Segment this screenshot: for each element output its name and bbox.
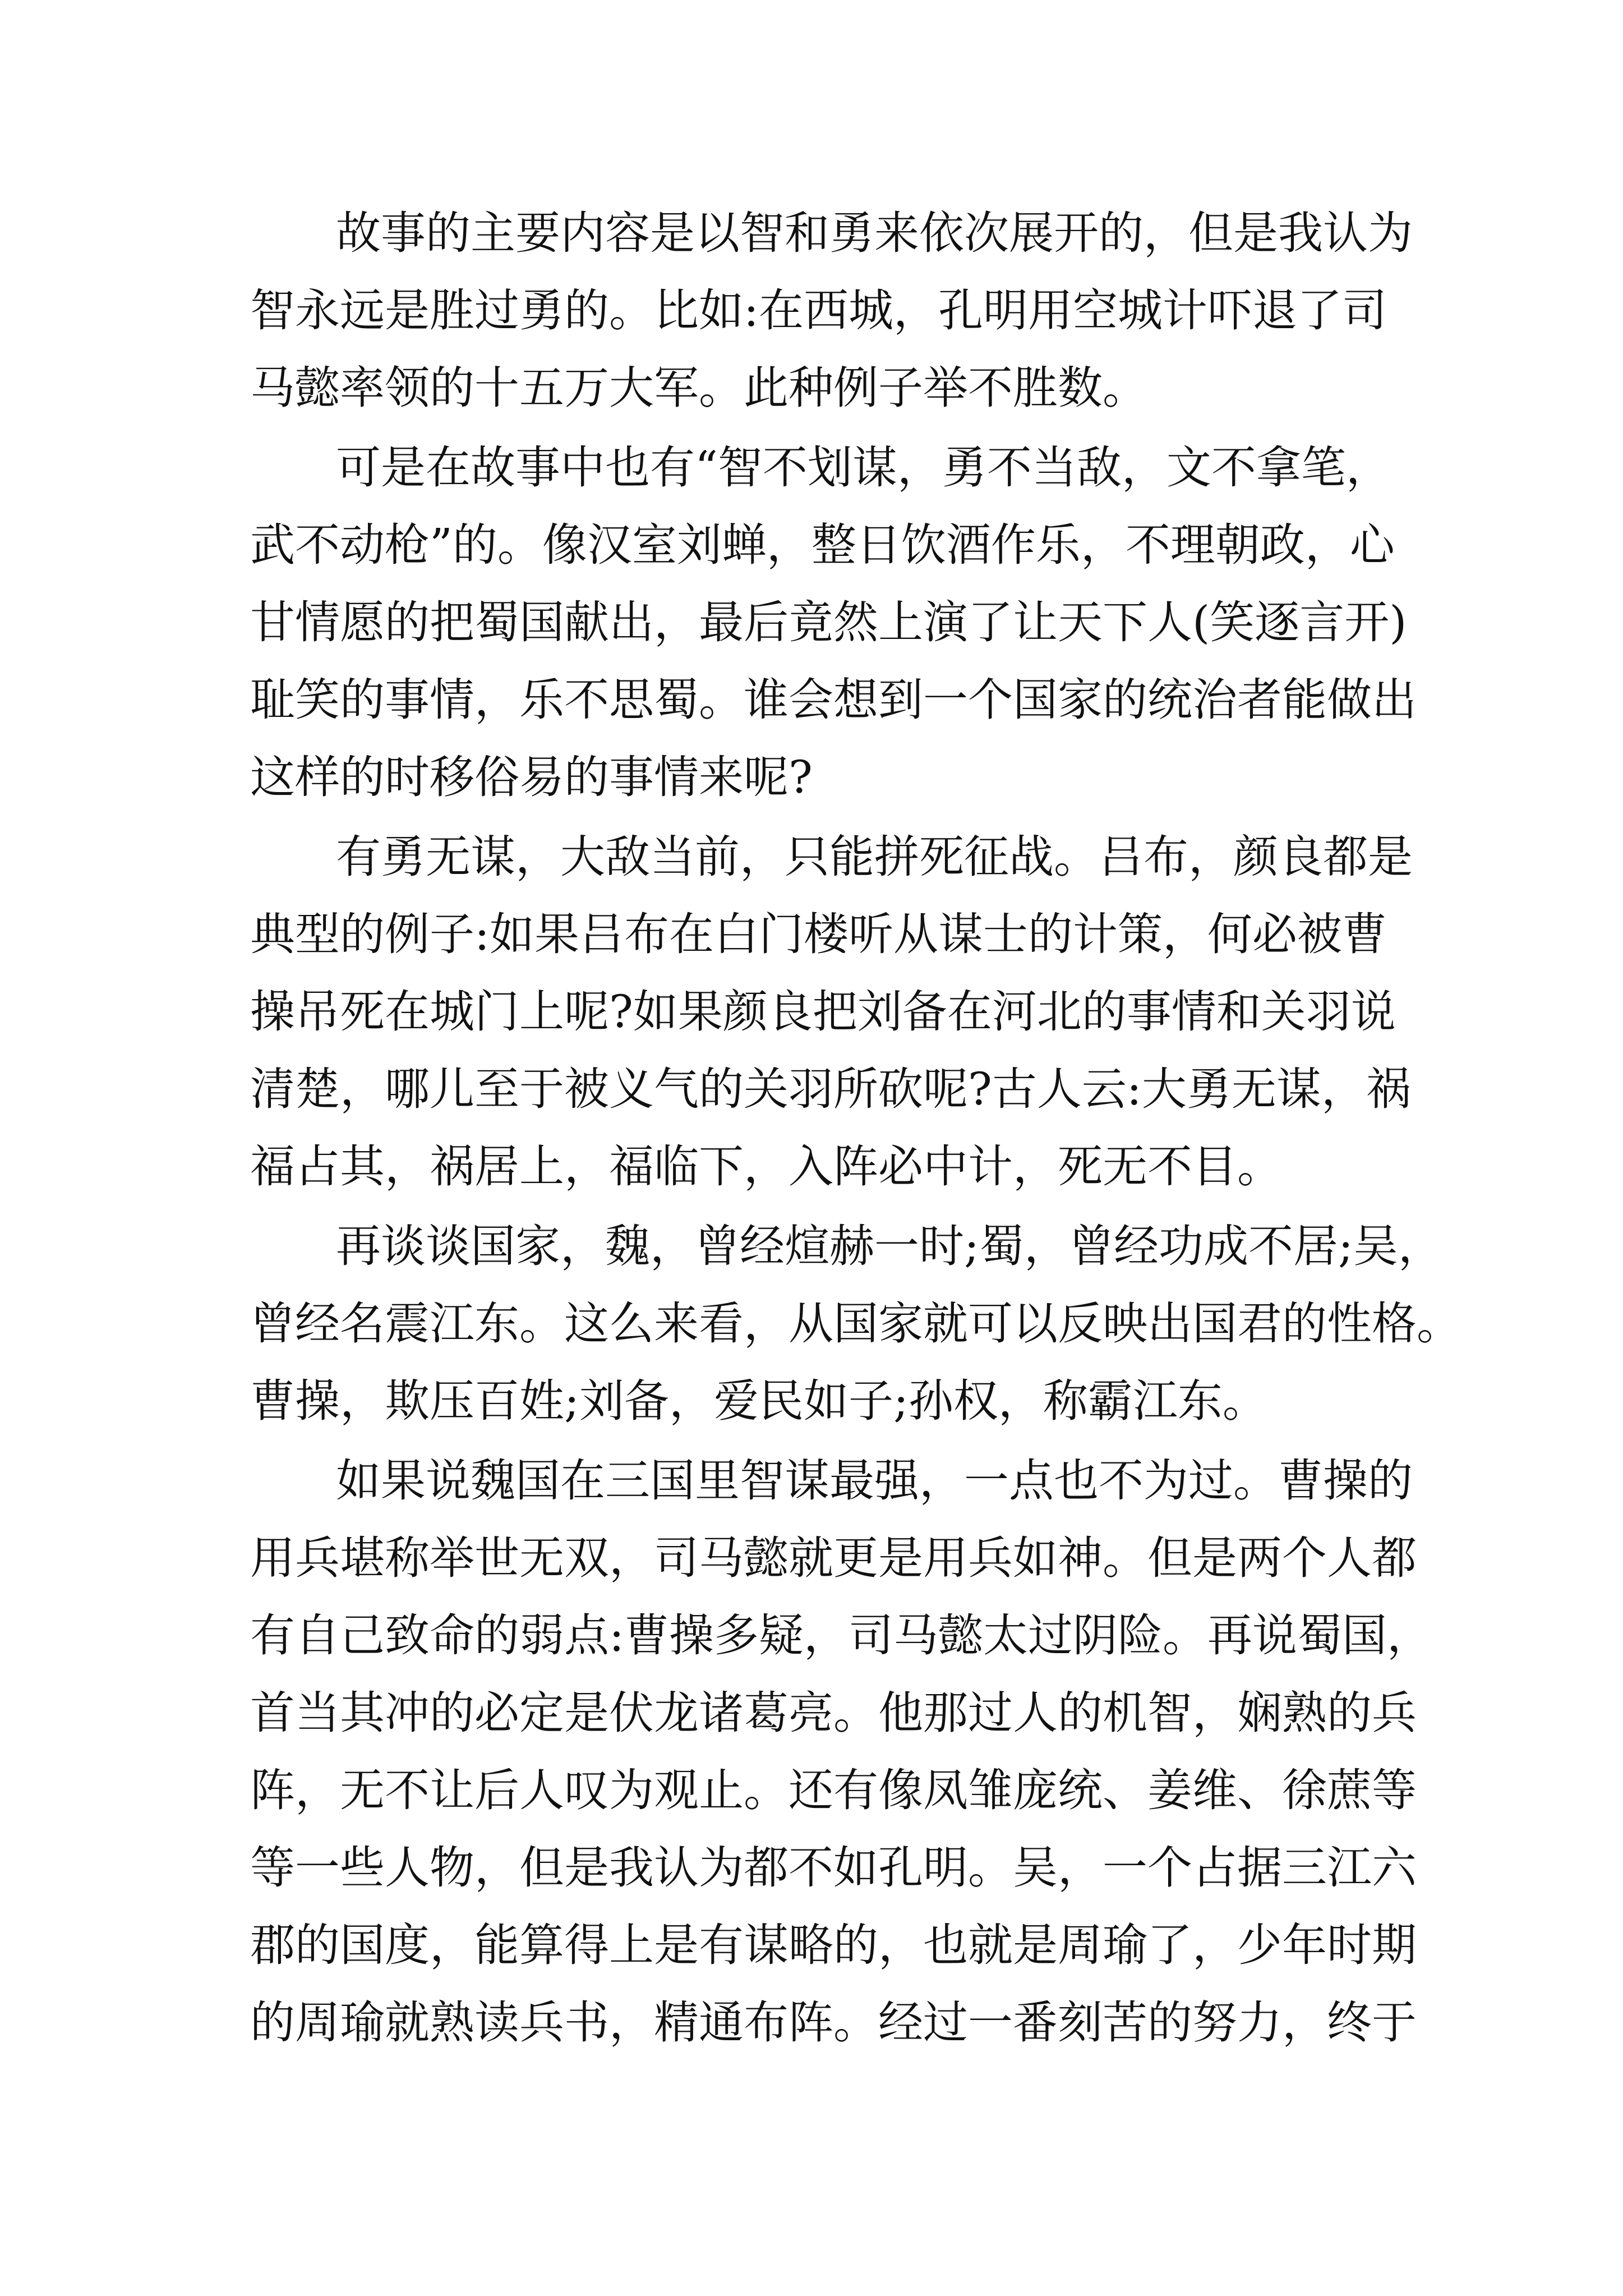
text-line-12: 清楚，哪儿至于被义气的关羽所砍呢?古人云:大勇无谋，祸 [250, 1063, 1411, 1115]
text-line-17: 如果说魏国在三国里智谋最强，一点也不为过。曹操的 [336, 1455, 1413, 1507]
text-line-24: 的周瑜就熟读兵书，精通布阵。经过一番刻苦的努力，终于 [250, 1996, 1417, 2049]
text-line-3: 马懿率领的十五万大军。此种例子举不胜数。 [250, 362, 1147, 414]
text-line-15: 曾经名震江东。这么来看，从国家就可以反映出国君的性格。 [250, 1297, 1461, 1350]
text-line-16: 曹操，欺压百姓;刘备，爱民如子;孙权，称霸江东。 [250, 1375, 1267, 1427]
text-line-19: 有自己致命的弱点:曹操多疑，司马懿太过阴险。再说蜀国， [250, 1609, 1432, 1662]
text-line-4: 可是在故事中也有“智不划谋，勇不当敌，文不拿笔， [336, 441, 1391, 494]
text-line-13: 福占其，祸居上，福临下，入阵必中计，死无不目。 [250, 1140, 1282, 1193]
text-line-2: 智永远是胜过勇的。比如:在西城，孔明用空城计吓退了司 [250, 284, 1387, 337]
text-line-5: 武不动枪”的。像汉室刘蝉，整日饮酒作乐，不理朝政，心 [250, 519, 1395, 571]
text-line-22: 等一些人物，但是我认为都不如孔明。吴，一个占据三江六 [250, 1842, 1417, 1894]
text-line-7: 耻笑的事情，乐不思蜀。谁会想到一个国家的统治者能做出 [250, 674, 1417, 726]
text-line-6: 甘情愿的把蜀国献出，最后竟然上演了让天下人(笑逐言开) [250, 596, 1407, 648]
text-line-8: 这样的时移俗易的事情来呢? [250, 751, 813, 803]
text-line-21: 阵，无不让后人叹为观止。还有像凤雏庞统、姜维、徐蔗等 [250, 1764, 1417, 1816]
text-line-23: 郡的国度，能算得上是有谋略的，也就是周瑜了，少年时期 [250, 1919, 1417, 1971]
text-line-1: 故事的主要内容是以智和勇来依次展开的，但是我认为 [336, 207, 1413, 259]
text-line-11: 操吊死在城门上呢?如果颜良把刘备在河北的事情和关羽说 [250, 986, 1396, 1038]
text-line-20: 首当其冲的必定是伏龙诸葛亮。他那过人的机智，娴熟的兵 [250, 1687, 1417, 1739]
text-line-10: 典型的例子:如果吕布在白门楼听从谋士的计策，何必被曹 [250, 908, 1387, 960]
text-line-18: 用兵堪称举世无双，司马懿就更是用兵如神。但是两个人都 [250, 1532, 1417, 1584]
text-line-9: 有勇无谋，大敌当前，只能拼死征战。吕布，颜良都是 [336, 831, 1413, 883]
text-line-14: 再谈谈国家，魏，曾经煊赫一时;蜀，曾经功成不居;吴， [336, 1220, 1443, 1272]
